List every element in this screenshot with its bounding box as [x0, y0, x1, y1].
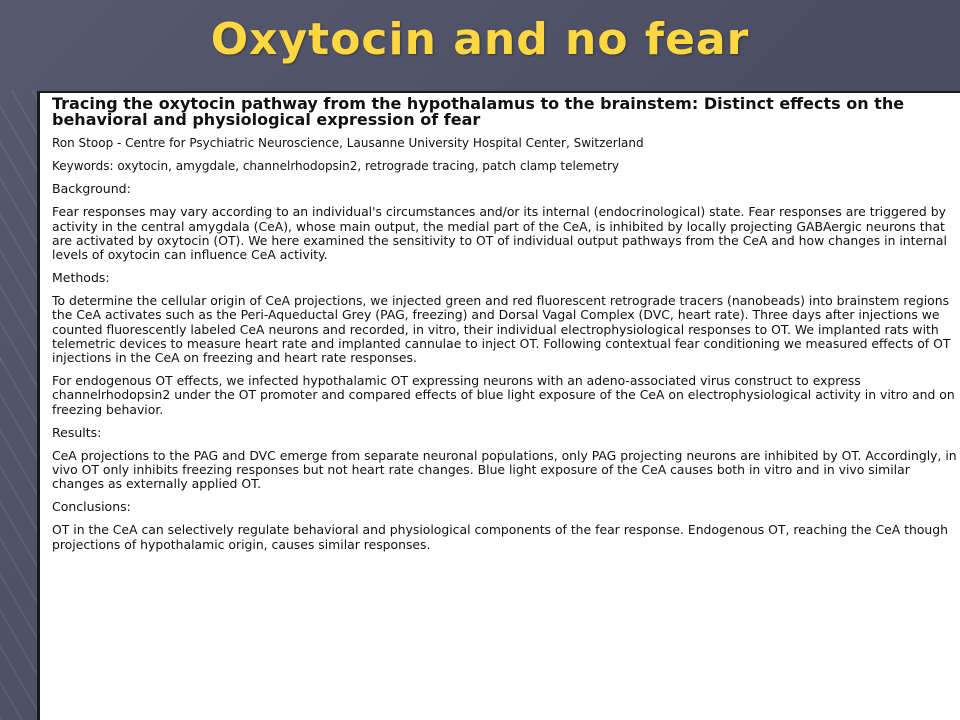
background-decoration: [0, 90, 40, 720]
results-paragraph: CeA projections to the PAG and DVC emerge from separate neuronal populations, only PAG projecting neurons are inhibited by OT. Accordingly, in vivo OT only inhibits freezing responses but not heart rate changes. Blue light exposure of the CeA causes both in vitro and in vivo similar changes as externally applied OT.: [52, 447, 957, 492]
methods-paragraph-2: For endogenous OT effects, we infected hypothalamic OT expressing neurons with an adeno-associated virus construct to express channelrhodopsin2 under the OT promoter and compared effects of blue light exposure of the CeA on electrophysiological activity in vitro and on freezing behavior.: [52, 373, 955, 417]
author-affiliation: Ron Stoop - Centre for Psychiatric Neuroscience, Lausanne University Hospital Center, Switzerland: [52, 136, 644, 150]
abstract-document: [37, 91, 960, 720]
keywords: Keywords: oxytocin, amygdale, channelrhodopsin2, retrograde tracing, patch clamp telemetry: [52, 159, 619, 174]
results-heading: Results:: [52, 424, 102, 440]
slide-title: Oxytocin and no fear: [210, 14, 750, 65]
abstract-title: Tracing the oxytocin pathway from the hypothalamus to the brainstem: Distinct effects on the behavioral and physiological expression of fear: [52, 94, 905, 129]
methods-paragraph-1: To determine the cellular origin of CeA projections, we injected green and red fluorescent retrograde tracers (nanobeads) into brainstem regions the CeA activates such as the Peri-Aqueductal Grey (PAG, freezing) and Dorsal Vagal Complex (DVC, heart rate). Three days after injections we counted fluorescently labeled CeA neurons and recorded, in vitro, their individual electrophysiological responses to OT. We implanted rats with telemetric devices to measure heart rate and implanted cannulae to inject OT. Following contextual fear conditioning we measured effects of OT injections in the CeA on freezing and heart rate responses.: [52, 293, 951, 366]
methods-heading: Methods:: [52, 270, 110, 286]
background-heading: Background:: [52, 181, 131, 197]
conclusions-heading: Conclusions:: [52, 499, 131, 515]
conclusions-paragraph: OT in the CeA can selectively regulate behavioral and physiological components of the fear response. Endogenous OT, reaching the CeA though projections of hypothalamic origin, causes similar responses.: [52, 522, 948, 552]
background-paragraph: Fear responses may vary according to an individual's circumstances and/or its internal (endocrinological) state. Fear responses are triggered by activity in the central amygdala (CeA), whose main output, the medial part of the CeA, is inhibited by locally projecting GABAergic neurons that are activated by oxytocin (OT). We here examined the sensitivity to OT of individual output pathways from the CeA and how changes in internal levels of oxytocin can influence CeA activity.: [52, 204, 947, 263]
